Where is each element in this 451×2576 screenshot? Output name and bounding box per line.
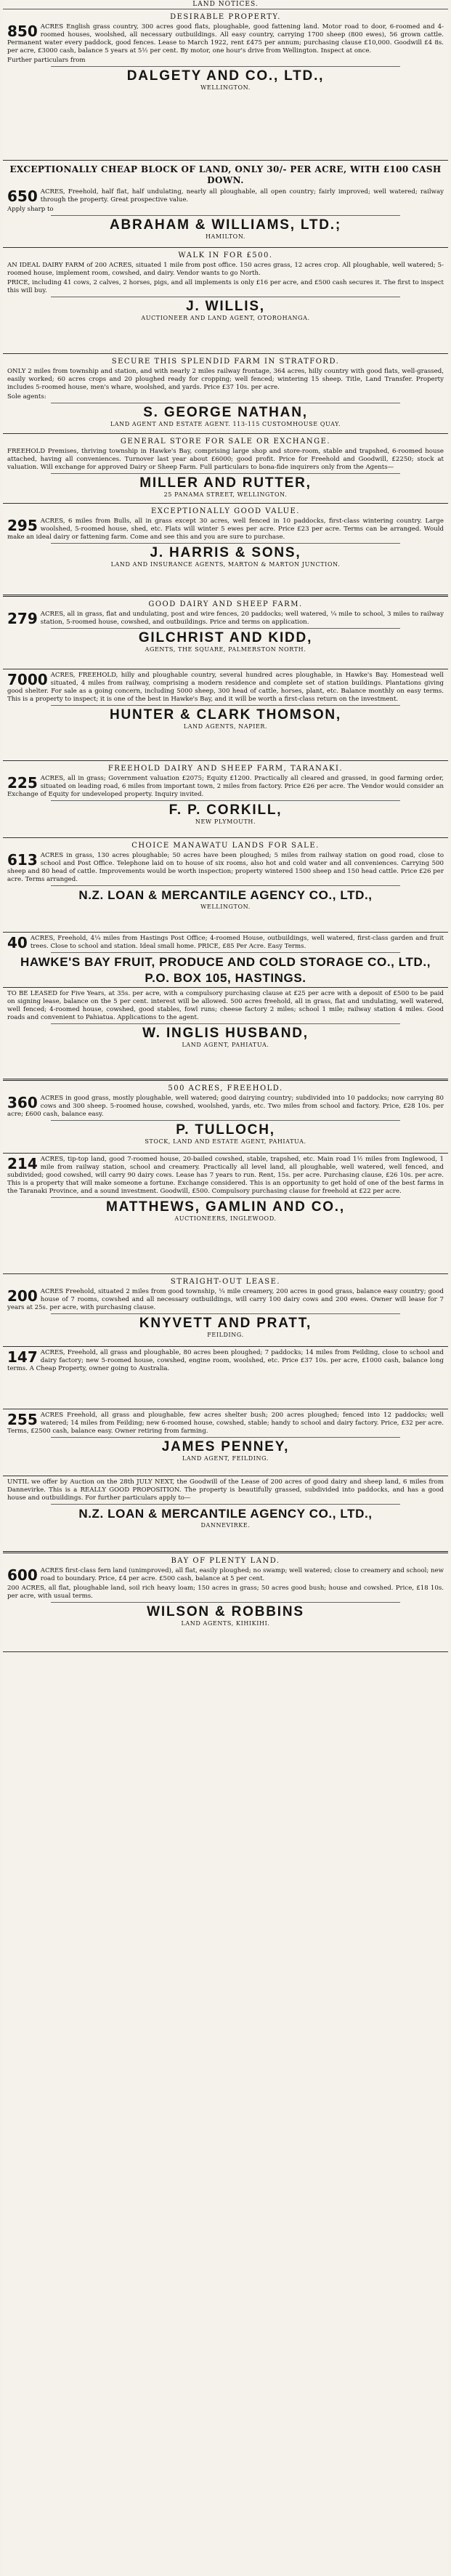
ad-header: BAY OF PLENTY LAND. <box>171 1557 280 1565</box>
ad-block <box>3 354 448 434</box>
ad-header: STRAIGHT-OUT LEASE. <box>170 1278 281 1286</box>
ad-block <box>3 1081 448 1154</box>
agent-name: MILLER AND RUTTER, <box>139 475 312 491</box>
divider-rule <box>51 215 400 216</box>
divider-rule <box>51 1437 400 1438</box>
ad-header: EXCEPTIONALLY GOOD VALUE. <box>151 507 300 515</box>
divider-rule <box>51 885 400 886</box>
ad-block <box>3 1274 448 1347</box>
ad-paragraph: Further particulars from <box>7 57 86 64</box>
acreage-figure: 360 <box>7 1094 38 1111</box>
ad-block <box>3 988 448 1081</box>
section-masthead: LAND NOTICES. <box>3 0 448 9</box>
agent-name: S. GEORGE NATHAN, <box>143 405 308 420</box>
agent-name: DALGETY AND CO., LTD., <box>126 68 325 84</box>
divider-rule <box>51 628 400 629</box>
ad-paragraph: ACRES, tip-top land, good 7-roomed house, 20-bailed cowshed, stable, trapshed, etc. Main road 1½ miles from Inglewood, 1 mile from railway station, school and creamery. Practically all level land, all ploughable, well watered, well fenced, and subdivided; good cowshed, will carry 90 dairy cows. Lease has 7 years to run. Rent, 15s. per acre. Purchasing clause, £26 10s. per acre. This is a property that will make someone a fortune. Exchange considered. This is an opportunity to get hold of one of the best farms in the Taranaki Province, and a sound investment. Goodwill, £500. Compulsory purchasing clause for freehold at £22 per acre. <box>7 1156 444 1195</box>
divider-rule <box>51 1602 400 1603</box>
acreage-figure: 279 <box>7 610 38 627</box>
agent-name: F. P. CORKILL, <box>168 802 283 818</box>
ad-header: EXCEPTIONALLY CHEAP BLOCK OF LAND, ONLY 30/- PER ACRE, WITH £100 CASH DOWN. <box>9 164 442 185</box>
acreage-figure: 200 <box>7 1287 38 1305</box>
ad-header: SECURE THIS SPLENDID FARM IN STRATFORD. <box>111 358 340 366</box>
newspaper-column <box>3 0 448 2576</box>
divider-rule <box>51 66 400 67</box>
ad-paragraph: TO BE LEASED for Five Years, at 35s. per acre, with a compulsory purchasing clause at £25 per acre with a deposit of £500 to be paid on signing lease, balance on the 5 per cent. interest will be allowed. 500 acres freehold, all in grass, flat and undulating, well watered, well fenced; 4-roomed house, cowshed, good stables, fowl runs; cheese factory 2 miles; school 1 mile; railway station 4 miles. Good roads and convenient to Pahiatua. Applications to the agent. <box>7 990 444 1021</box>
agent-address: LAND AGENT, FEILDING. <box>182 1455 269 1462</box>
agent-name: KNYVETT AND PRATT, <box>139 1316 312 1331</box>
agent-name: GILCHRIST AND KIDD, <box>138 630 313 645</box>
ad-paragraph: UNTIL we offer by Auction on the 28th JULY NEXT, the Goodwill of the Lease of 200 acres of good dairy and sheep land, 6 miles from Dannevirke. This is a REALLY GOOD PROPOSITION. The property is beautifully grassed, subdivided into paddocks, and has a good house and outbuildings. For further particulars apply to— <box>7 1478 444 1502</box>
divider-rule <box>51 800 400 801</box>
agent-name: WILSON & ROBBINS <box>147 1604 304 1619</box>
ad-header: DESIRABLE PROPERTY. <box>170 13 281 21</box>
agent-name: ABRAHAM & WILLIAMS, LTD.; <box>109 217 342 233</box>
agent-name: JAMES PENNEY, <box>161 1439 290 1454</box>
ad-block <box>3 933 448 988</box>
agent-address: STOCK, LAND AND ESTATE AGENT, PAHIATUA. <box>145 1138 306 1145</box>
ad-header: 500 ACRES, FREEHOLD. <box>168 1084 283 1092</box>
ad-paragraph: 200 ACRES, all flat, ploughable land, soil rich heavy loam; 150 acres in grass; 50 acres good bush; house and cowshed. Price, £18 10s. per acre, with usual terms. <box>7 1585 444 1600</box>
agent-address: AUCTIONEER AND LAND AGENT, OTOROHANGA. <box>141 315 310 321</box>
acreage-figure: 225 <box>7 774 38 792</box>
ad-block <box>3 838 448 933</box>
agent-address: HAMILTON. <box>205 233 246 240</box>
ad-header: GOOD DAIRY AND SHEEP FARM. <box>148 600 303 608</box>
acreage-figure: 255 <box>7 1411 38 1428</box>
ad-paragraph: Sole agents: <box>7 393 46 401</box>
ad-paragraph: ACRES first-class fern land (unimproved), all flat, easily ploughed; no swamp; well watered; close to creamery and school; new road to boundary. Price, £4 per acre. £500 cash, balance at 5 per cent. <box>40 1567 444 1582</box>
ad-block <box>3 597 448 669</box>
agent-name: P. TULLOCH, <box>176 1122 275 1138</box>
agent-name: HAWKE'S BAY FRUIT, PRODUCE AND COLD STORAGE CO., LTD., P.O. BOX 105, HASTINGS. <box>20 955 431 985</box>
ad-paragraph: ACRES in good grass, mostly ploughable, well watered; good dairying country; subdivided into 10 paddocks; now carrying 80 cows and 300 sheep. 5-roomed house, cowshed, woolshed, yards, etc. Two miles from school and factory. Price, £28 10s. per acre; £600 cash, balance easy. <box>7 1095 444 1118</box>
ad-paragraph: ACRES in grass, 130 acres ploughable; 50 acres have been ploughed; 5 miles from railway station on good road, close to school and Post Office. Telephone laid on to house of six rooms, also hot and cold water and all conveniences. Carrying 500 sheep and 80 head of cattle. Improvements would be worth inspection; property wintered 1500 sheep and 150 head cattle. Price £26 per acre. Terms arranged. <box>7 852 444 883</box>
agent-address: NEW PLYMOUTH. <box>195 818 256 825</box>
agent-address: LAND AGENT, PAHIATUA. <box>182 1042 269 1048</box>
ad-block <box>3 248 448 354</box>
agent-name: J. WILLIS, <box>186 299 265 314</box>
agent-name: HUNTER & CLARK THOMSON, <box>110 707 341 723</box>
agent-address: LAND AGENTS, KIHIKIHI. <box>181 1620 270 1627</box>
agent-address: AUCTIONEERS, INGLEWOOD. <box>174 1215 277 1222</box>
acreage-figure: 650 <box>7 188 38 205</box>
divider-rule <box>51 1023 400 1024</box>
acreage-figure: 295 <box>7 517 38 534</box>
ad-block <box>3 761 448 838</box>
ad-block <box>3 669 448 761</box>
ad-block <box>3 161 448 248</box>
ad-paragraph: AN IDEAL DAIRY FARM of 200 ACRES, situated 1 mile from post office. 150 acres grass, 12 acres crop. All ploughable, well watered; 5-roomed house, implement room, cowshed, and dairy. Vendor wants to go North. <box>7 262 444 277</box>
ad-block <box>3 1347 448 1409</box>
ad-block <box>3 1154 448 1274</box>
acreage-figure: 850 <box>7 23 38 40</box>
acreage-figure: 147 <box>7 1348 38 1366</box>
classified-ads-list <box>3 9 448 1652</box>
agent-address: 25 PANAMA STREET, WELLINGTON. <box>163 491 288 498</box>
ad-paragraph: PRICE, including 41 cows, 2 calves, 2 horses, pigs, and all implements is only £16 per acre, and £500 cash secures it. The first to inspect this will buy. <box>7 279 444 294</box>
ad-block <box>3 434 448 504</box>
divider-rule <box>51 705 400 706</box>
ad-paragraph: ACRES Freehold, all grass and ploughable, few acres shelter bush; 200 acres ploughed; fenced into 12 paddocks; well watered; 14 miles from Feilding; new 6-roomed house, cowshed, stable; handy to school and dairy factory. Price, £32 per acre. Terms, £2500 cash, balance easy. Owner retiring from farming. <box>7 1412 444 1435</box>
acreage-figure: 214 <box>7 1155 38 1172</box>
divider-rule <box>51 1313 400 1314</box>
agent-name: MATTHEWS, GAMLIN AND CO., <box>106 1199 345 1215</box>
ad-block <box>3 1476 448 1553</box>
ad-paragraph: ACRES Freehold, situated 2 miles from good township, ¼ mile creamery, 200 acres in good grass, balance easy country; good house of 7 rooms, cowshed and all necessary outbuildings, will carry 100 dairy cows and 200 ewes. Owner will lease for 7 years at 25s. per acre, with purchasing clause. <box>7 1288 444 1311</box>
acreage-figure: 613 <box>7 851 38 869</box>
ad-header: WALK IN FOR £500. <box>178 251 273 259</box>
agent-name: W. INGLIS HUSBAND, <box>142 1026 309 1041</box>
divider-rule <box>51 952 400 953</box>
agent-address: LAND AND INSURANCE AGENTS, MARTON & MARTON JUNCTION. <box>110 561 341 568</box>
ad-paragraph: ACRES, all in grass; Government valuation £2075; Equity £1200. Practically all cleared and grassed, in good farming order, situated on leading road, 6 miles from important town, 2 miles from factory. Price £26 per acre. The Vendor would consider an Exchange of Equity for undeveloped property. Inquiry invited. <box>7 775 444 798</box>
ad-paragraph: ACRES, Freehold, all grass and ploughable, 80 acres been ploughed; 7 paddocks; 14 miles from Feilding, close to school and dairy factory; new 5-roomed house, cowshed, engine room, woolshed, etc. Price £37 10s. per acre, £1000 cash, balance long terms. A Cheap Property, owner going to Australia. <box>7 1349 444 1372</box>
agent-address: AGENTS, THE SQUARE, PALMERSTON NORTH. <box>145 646 306 653</box>
ad-block <box>3 504 448 597</box>
ad-block <box>3 1409 448 1476</box>
agent-name: J. HARRIS & SONS, <box>150 545 301 560</box>
ad-paragraph: ACRES, FREEHOLD, hilly and ploughable country, several hundred acres ploughable, in Hawke's Bay. Homestead well situated, 4 miles from railway, comprising a modern residence and complete set of station buildings. Plantations giving good shelter. For sale as a going concern, including 5000 sheep, 300 head of cattle, horses, plant, etc. Balance monthly on easy terms. This is a property to inspect; it is one of the best in Hawke's Bay, and it will be worth a first-class return on the investment. <box>7 672 444 703</box>
acreage-figure: 7000 <box>7 671 48 688</box>
agent-address: LAND AGENT AND ESTATE AGENT. 113-115 CUSTOMHOUSE QUAY. <box>110 421 341 427</box>
ad-paragraph: ACRES English grass country, 300 acres good flats, ploughable, good fattening land. Motor road to door, 6-roomed and 4-roomed houses, woolshed, all necessary outbuildings. All easy country, carrying 1700 sheep (800 ewes), 56 grown cattle. Permanent water every paddock, good fences. Lease to March 1922, rent £475 per annum; purchasing clause £10,000. Goodwill £4 8s. per acre, £3000 cash, balance 5 years at 5½ per cent. By motor, one hour's drive from Wellington. Inspect at once. <box>7 23 444 55</box>
divider-rule <box>51 543 400 544</box>
ad-paragraph: ACRES, Freehold, half flat, half undulating, nearly all ploughable, all open country; fairly improved; well watered; railway through the property. Great prospective value. <box>40 188 444 204</box>
divider-rule <box>51 1120 400 1121</box>
ad-paragraph: Apply sharp to <box>7 206 54 213</box>
agent-address: WELLINGTON. <box>200 84 251 91</box>
agent-address: FEILDING. <box>207 1332 244 1338</box>
divider-rule <box>51 473 400 474</box>
ad-paragraph: FREEHOLD Premises, thriving township in Hawke's Bay, comprising large shop and store-room, stable and trapshed, 6-roomed house attached, having all conveniences. Turnover last year about £6000; good profit. Price for Freehold and Goodwill, £2250; stock at valuation. Will exchange for approved Dairy or Sheep Farm. Full particulars to bona-fide inquirers only from the Agents— <box>7 448 444 471</box>
ad-block <box>3 1553 448 1652</box>
agent-address: DANNEVIRKE. <box>200 1522 251 1529</box>
ad-header: FREEHOLD DAIRY AND SHEEP FARM, TARANAKI. <box>107 765 344 773</box>
agent-address: LAND AGENTS, NAPIER. <box>183 723 268 730</box>
agent-address: WELLINGTON. <box>200 903 251 910</box>
agent-name: N.Z. LOAN & MERCANTILE AGENCY CO., LTD., <box>78 1507 373 1521</box>
divider-rule <box>51 1504 400 1505</box>
ad-paragraph: ACRES, Freehold, 4¼ miles from Hastings Post Office; 4-roomed House, outbuildings, well watered, first-class garden and fruit trees. Close to school and station. Ideal small home. PRICE, £85 Per Acre. Easy Terms. <box>30 935 444 950</box>
ad-paragraph: ACRES, all in grass, flat and undulating, post and wire fences, 20 paddocks; well watered, ¼ mile to school, 3 miles to railway station, 5-roomed house, cowshed, and outbuildings. Price and terms on application. <box>40 611 444 626</box>
divider-rule <box>51 1197 400 1198</box>
ad-header: CHOICE MANAWATU LANDS FOR SALE. <box>131 842 320 850</box>
ad-paragraph: ACRES, 6 miles from Bulls, all in grass except 30 acres, well fenced in 10 paddocks, first-class wintering country. Large woolshed, 5-roomed house, shed, etc. Flats will winter 5 ewes per acre. Price £23 per acre. Terms can be arranged. Would make an ideal dairy or fattening farm. Come and see this and you are sure to purchase. <box>7 518 444 541</box>
ad-block <box>3 9 448 161</box>
agent-name: N.Z. LOAN & MERCANTILE AGENCY CO., LTD., <box>78 888 373 902</box>
ad-paragraph: ONLY 2 miles from township and station, and with nearly 2 miles railway frontage, 364 acres, hilly country with good flats, well-grassed, easily worked; 60 acres crops and 20 ploughed ready for cropping; well fenced; wintering 15 sheep. Title, Land Transfer. Property includes 5-roomed house, men's whare, woolshed, and yards. Price £37 10s. per acre. <box>7 368 444 391</box>
acreage-figure: 600 <box>7 1566 38 1584</box>
acreage-figure: 40 <box>7 934 28 951</box>
ad-header: GENERAL STORE FOR SALE OR EXCHANGE. <box>120 438 331 446</box>
